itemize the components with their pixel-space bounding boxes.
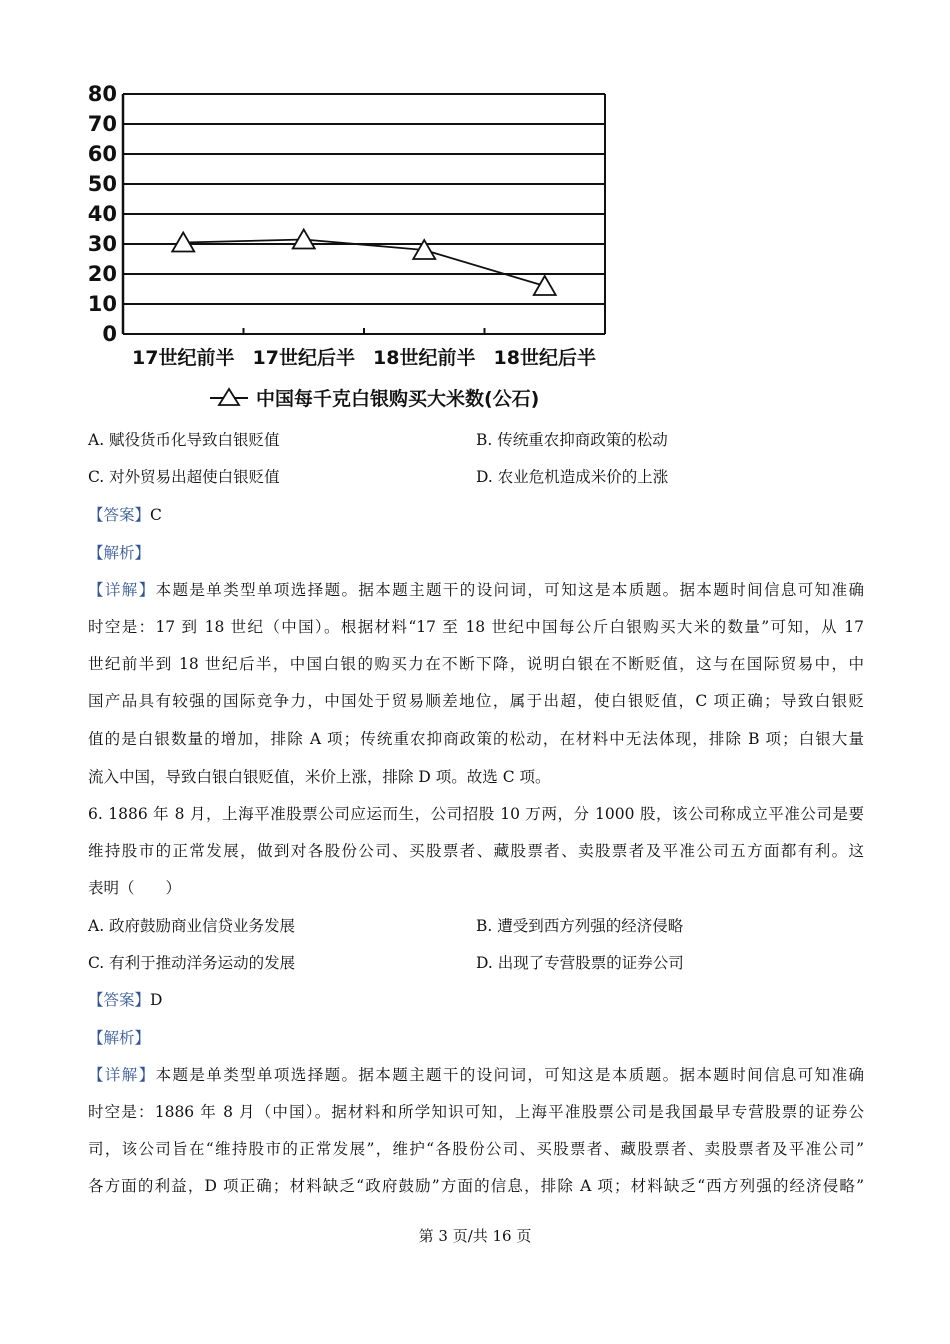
x-tick-label: 18世纪后半 [493, 347, 596, 369]
y-tick-label: 80 [88, 82, 117, 106]
q6-stem-line: 表明（ ） [88, 879, 182, 897]
q6-detail-line: 各方面的利益，D 项正确；材料缺乏“政府鼓励”方面的信息，排除 A 项；材料缺乏“西方列强的经济侵略” [88, 1177, 864, 1195]
q5-detail-line [88, 580, 864, 600]
answer-value: D [150, 991, 163, 1009]
q5-detail-line: 时空是：17 到 18 世纪（中国）。根据材料“17 至 18 世纪中国每公斤白银购买大米的数量”可知，从 17 [88, 618, 864, 636]
q6-option-a[interactable]: A. 政府鼓励商业信贷业务发展 [88, 917, 296, 935]
q6-stem-line: 6. 1886 年 8 月，上海平准股票公司应运而生，公司招股 10 万两，分 1000 股，该公司称成立平准公司是要 [88, 805, 864, 823]
silver-rice-line-chart [88, 78, 628, 418]
q5-detail-line: 国产品具有较强的国际竞争力，中国处于贸易顺差地位，属于出超，使白银贬值，C 项正确；导致白银贬 [88, 692, 864, 710]
y-tick-label: 70 [88, 112, 117, 136]
q5-detail-line: 值的是白银数量的增加，排除 A 项；传统重农抑商政策的松动，在材料中无法体现，排除 B 项；白银大量 [88, 730, 864, 748]
x-tick-label: 18世纪前半 [373, 347, 476, 369]
series-line [183, 240, 545, 287]
y-tick-label: 30 [88, 232, 117, 256]
q6-stem-line: 维持股市的正常发展，做到对各股份公司、买股票者、藏股票者、卖股票者及平准公司五方面都有利。这 [88, 842, 864, 860]
q5-option-a[interactable]: A. 赋役货币化导致白银贬值 [88, 431, 280, 449]
q5-option-d[interactable]: D. 农业危机造成米价的上涨 [476, 468, 669, 486]
q5-option-c[interactable]: C. 对外贸易出超使白银贬值 [88, 468, 280, 486]
detail-tag: 【详解】 [88, 1066, 156, 1084]
page-footer: 第 3 页/共 16 页 [418, 1227, 532, 1245]
y-tick-label: 40 [88, 202, 117, 226]
q6-option-b[interactable]: B. 遭受到西方列强的经济侵略 [476, 917, 684, 935]
y-tick-label: 0 [102, 322, 117, 346]
q5-option-b[interactable]: B. 传统重农抑商政策的松动 [476, 431, 668, 449]
y-tick-label: 10 [88, 292, 117, 316]
q5-answer [88, 505, 162, 525]
q6-detail-line: 时空是：1886 年 8 月（中国）。据材料和所学知识可知，上海平准股票公司是我国最早专营股票的证券公 [88, 1103, 864, 1121]
detail-text: 本题是单类型单项选择题。据本题主题干的设问词，可知这是本质题。据本题时间信息可知准确 [155, 581, 864, 599]
answer-tag: 【答案】 [88, 506, 151, 524]
q6-detail-line: 司，该公司旨在“维持股市的正常发展”，维护“各股份公司、买股票者、藏股票者、卖股票者及平准公司” [88, 1140, 864, 1158]
chart-gridlines [123, 94, 605, 334]
y-axis-tick-labels [88, 82, 117, 346]
y-tick-label: 20 [88, 262, 117, 286]
legend-label: 中国每千克白银购买大米数(公石) [256, 388, 540, 410]
answer-value: C [150, 506, 162, 524]
answer-tag: 【答案】 [88, 991, 151, 1009]
chart-legend [210, 387, 539, 410]
detail-text: 本题是单类型单项选择题。据本题主题干的设问词，可知这是本质题。据本题时间信息可知准确 [155, 1066, 864, 1084]
q6-answer [88, 990, 162, 1010]
y-tick-label: 50 [88, 172, 117, 196]
q6-detail-line [88, 1065, 864, 1085]
detail-tag: 【详解】 [88, 581, 156, 599]
y-tick-label: 60 [88, 142, 117, 166]
q6-option-d[interactable]: D. 出现了专营股票的证券公司 [476, 954, 684, 972]
chart-series [172, 230, 556, 296]
q5-detail-line: 世纪前半到 18 世纪后半，中国白银的购买力在不断下降，说明白银在不断贬值，这与在国际贸易中，中 [88, 655, 864, 673]
q5-detail-line: 流入中国，导致白银白银贬值，米价上涨，排除 D 项。故选 C 项。 [88, 768, 551, 786]
q6-analysis-tag: 【解析】 [88, 1029, 151, 1047]
q6-option-c[interactable]: C. 有利于推动洋务运动的发展 [88, 954, 296, 972]
q5-analysis-tag: 【解析】 [88, 544, 151, 562]
x-axis-tick-labels [132, 346, 596, 369]
x-tick-label: 17世纪后半 [252, 347, 355, 369]
x-tick-label: 17世纪前半 [132, 347, 235, 369]
data-point-triangle [534, 276, 556, 295]
